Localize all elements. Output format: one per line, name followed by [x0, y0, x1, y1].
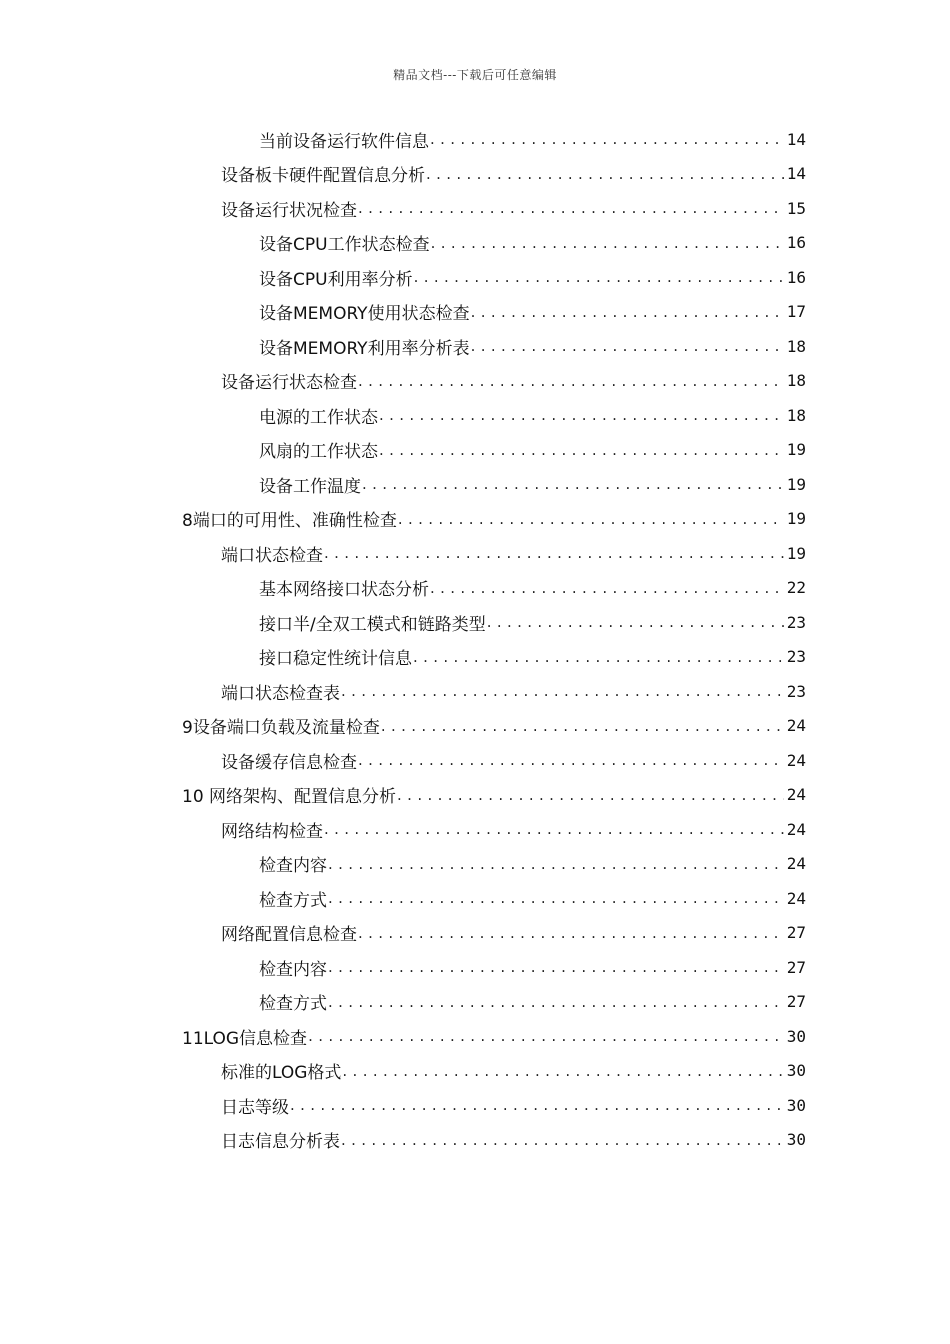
- toc-leader-dots: [328, 888, 784, 908]
- toc-leader-dots: [397, 785, 784, 805]
- toc-leader-dots: [430, 129, 784, 149]
- toc-entry[interactable]: [0, 571, 806, 606]
- toc-leader-dots: [431, 233, 784, 253]
- toc-entry-title: 设备CPU利用率分析: [259, 265, 413, 290]
- toc-page-number: 24: [786, 785, 806, 805]
- toc-entry-title: 设备MEMORY使用状态检查: [259, 299, 470, 324]
- toc-entry-title: 设备板卡硬件配置信息分析: [221, 161, 425, 186]
- toc-entry[interactable]: [0, 812, 806, 847]
- toc-entry-title: 检查内容: [259, 955, 327, 980]
- toc-page-number: 27: [786, 923, 806, 943]
- toc-leader-dots: [471, 302, 784, 322]
- toc-leader-dots: [362, 474, 784, 494]
- toc-entry-title: 网络配置信息检查: [221, 920, 357, 945]
- toc-entry[interactable]: [0, 950, 806, 985]
- toc-page-number: 14: [786, 129, 806, 149]
- toc-entry-title: 电源的工作状态: [259, 403, 378, 428]
- toc-page-number: 24: [786, 888, 806, 908]
- toc-entry[interactable]: [0, 605, 806, 640]
- toc-entry[interactable]: [0, 709, 806, 744]
- toc-entry-title: 日志等级: [221, 1093, 289, 1118]
- toc-page-number: 15: [786, 198, 806, 218]
- toc-leader-dots: [358, 371, 784, 391]
- toc-page-number: 30: [786, 1026, 806, 1046]
- toc-leader-dots: [342, 1061, 784, 1081]
- toc-entry[interactable]: [0, 398, 806, 433]
- toc-page-number: 30: [786, 1095, 806, 1115]
- toc-entry[interactable]: [0, 502, 806, 537]
- toc-entry-title: 设备CPU工作状态检查: [259, 230, 430, 255]
- toc-entry-title: 设备工作温度: [259, 472, 361, 497]
- toc-entry[interactable]: [0, 847, 806, 882]
- toc-entry-title: 11LOG信息检查: [182, 1024, 307, 1049]
- toc-entry[interactable]: [0, 881, 806, 916]
- toc-entry[interactable]: [0, 743, 806, 778]
- toc-entry-title: 基本网络接口状态分析: [259, 575, 429, 600]
- toc-page-number: 18: [786, 405, 806, 425]
- toc-entry-title: 标准的LOG格式: [221, 1058, 341, 1083]
- toc-entry[interactable]: [0, 191, 806, 226]
- toc-entry-title: 检查方式: [259, 989, 327, 1014]
- toc-leader-dots: [341, 1130, 784, 1150]
- toc-entry[interactable]: [0, 536, 806, 571]
- toc-entry-title: 端口状态检查: [221, 541, 323, 566]
- toc-page-number: 30: [786, 1061, 806, 1081]
- toc-leader-dots: [328, 992, 784, 1012]
- toc-entry[interactable]: [0, 1088, 806, 1123]
- toc-entry[interactable]: [0, 122, 806, 157]
- toc-page-number: 23: [786, 612, 806, 632]
- toc-page-number: 24: [786, 854, 806, 874]
- toc-entry-title: 端口状态检查表: [221, 679, 340, 704]
- toc-entry-title: 9设备端口负载及流量检查: [182, 713, 380, 738]
- toc-entry[interactable]: [0, 329, 806, 364]
- table-of-contents: [0, 122, 950, 1157]
- toc-page-number: 16: [786, 267, 806, 287]
- toc-entry-title: 当前设备运行软件信息: [259, 127, 429, 152]
- toc-page-number: 14: [786, 164, 806, 184]
- toc-leader-dots: [487, 612, 784, 632]
- toc-page-number: 23: [786, 681, 806, 701]
- toc-page-number: 23: [786, 647, 806, 667]
- toc-entry[interactable]: [0, 295, 806, 330]
- toc-entry-title: 设备运行状态检查: [221, 368, 357, 393]
- toc-entry-title: 风扇的工作状态: [259, 437, 378, 462]
- toc-leader-dots: [426, 164, 784, 184]
- toc-entry-title: 8端口的可用性、准确性检查: [182, 506, 397, 531]
- toc-entry-title: 检查方式: [259, 886, 327, 911]
- toc-page-number: 19: [786, 474, 806, 494]
- toc-entry[interactable]: [0, 260, 806, 295]
- toc-page-number: 24: [786, 819, 806, 839]
- toc-page-number: 22: [786, 578, 806, 598]
- toc-entry[interactable]: [0, 467, 806, 502]
- toc-entry[interactable]: [0, 1019, 806, 1054]
- toc-page-number: 24: [786, 716, 806, 736]
- toc-entry[interactable]: [0, 640, 806, 675]
- toc-page-number: 19: [786, 509, 806, 529]
- toc-entry[interactable]: [0, 1054, 806, 1089]
- toc-entry-title: 10 网络架构、配置信息分析: [182, 782, 396, 807]
- toc-entry-title: 设备运行状况检查: [221, 196, 357, 221]
- toc-leader-dots: [413, 647, 784, 667]
- toc-entry[interactable]: [0, 433, 806, 468]
- toc-leader-dots: [358, 923, 784, 943]
- toc-page-number: 27: [786, 992, 806, 1012]
- toc-entry-title: 检查内容: [259, 851, 327, 876]
- toc-page-number: 18: [786, 336, 806, 356]
- toc-leader-dots: [324, 819, 784, 839]
- toc-page-number: 27: [786, 957, 806, 977]
- toc-leader-dots: [308, 1026, 784, 1046]
- toc-entry[interactable]: [0, 916, 806, 951]
- page-header: 精品文档---下载后可任意编辑: [393, 68, 557, 82]
- toc-page-number: 19: [786, 440, 806, 460]
- toc-page-number: 24: [786, 750, 806, 770]
- toc-leader-dots: [381, 716, 784, 736]
- toc-leader-dots: [379, 405, 784, 425]
- toc-entry-title: 接口半/全双工模式和链路类型: [259, 610, 486, 635]
- toc-page-number: 16: [786, 233, 806, 253]
- toc-entry-title: 接口稳定性统计信息: [259, 644, 412, 669]
- toc-entry[interactable]: [0, 1123, 806, 1158]
- toc-entry-title: 网络结构检查: [221, 817, 323, 842]
- toc-page-number: 18: [786, 371, 806, 391]
- toc-leader-dots: [379, 440, 784, 460]
- toc-leader-dots: [324, 543, 784, 563]
- toc-leader-dots: [398, 509, 784, 529]
- toc-entry[interactable]: [0, 157, 806, 192]
- toc-entry-title: 设备MEMORY利用率分析表: [259, 334, 470, 359]
- toc-leader-dots: [358, 750, 784, 770]
- toc-entry[interactable]: [0, 226, 806, 261]
- toc-leader-dots: [471, 336, 784, 356]
- toc-page-number: 30: [786, 1130, 806, 1150]
- toc-entry[interactable]: [0, 364, 806, 399]
- toc-entry-title: 日志信息分析表: [221, 1127, 340, 1152]
- toc-leader-dots: [358, 198, 784, 218]
- toc-leader-dots: [328, 957, 784, 977]
- toc-page-number: 19: [786, 543, 806, 563]
- toc-leader-dots: [430, 578, 784, 598]
- toc-entry[interactable]: [0, 674, 806, 709]
- toc-leader-dots: [414, 267, 784, 287]
- toc-entry[interactable]: [0, 778, 806, 813]
- toc-leader-dots: [290, 1095, 784, 1115]
- toc-page-number: 17: [786, 302, 806, 322]
- toc-leader-dots: [328, 854, 784, 874]
- toc-entry[interactable]: [0, 985, 806, 1020]
- toc-entry-title: 设备缓存信息检查: [221, 748, 357, 773]
- toc-leader-dots: [341, 681, 784, 701]
